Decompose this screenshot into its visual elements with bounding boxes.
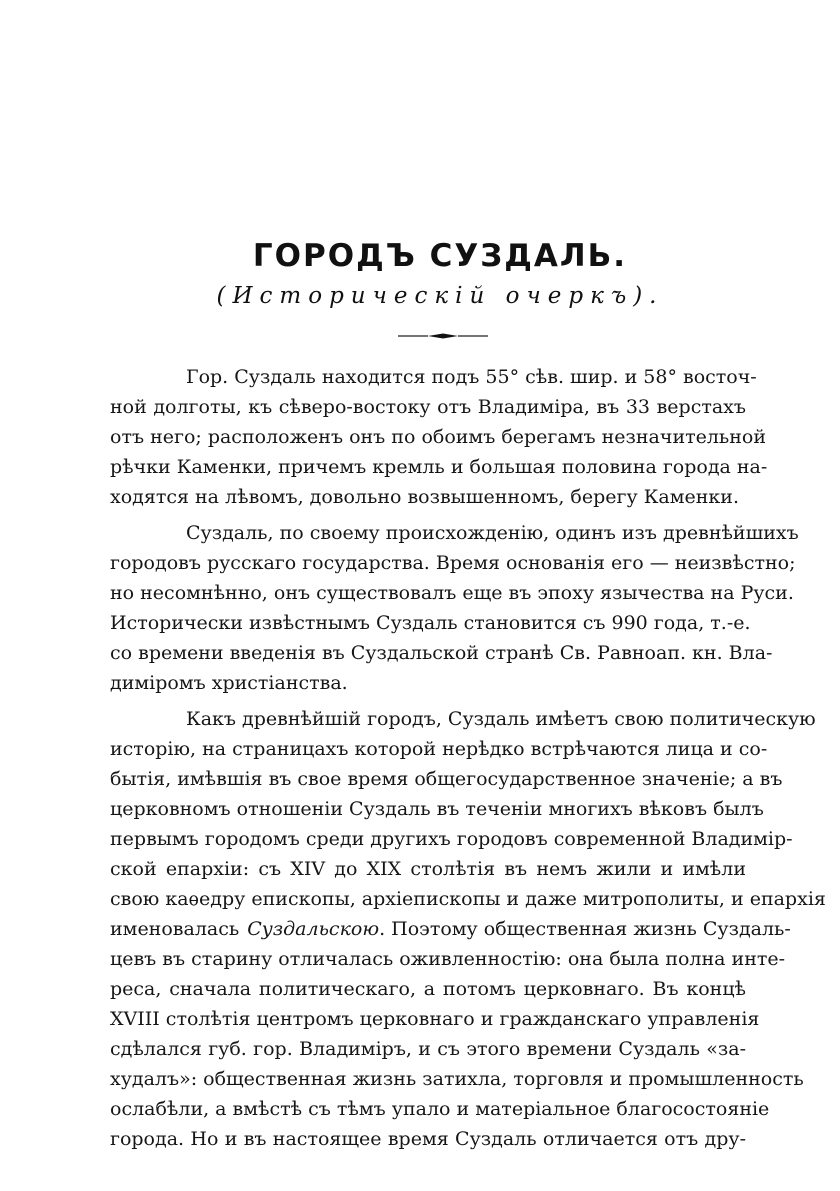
paragraph-3-line-10: реса, сначала политическаго, а потомъ церковнаго. Въ концѣ	[110, 978, 746, 1000]
paragraph-3-line-5: первымъ городомъ среди другихъ городовъ современной Владимір-	[110, 828, 793, 850]
paragraph-1-line-3: отъ него; расположенъ онъ по обоимъ берегамъ незначительной	[110, 426, 767, 448]
paragraph-3-line-11: XVIII столѣтія центромъ церковнаго и гражданскаго управленія	[110, 1008, 760, 1030]
paragraph-1-line-5: ходятся на лѣвомъ, довольно возвышенномъ, берегу Каменки.	[110, 486, 739, 508]
italic-diocese-name: Суздальскою	[247, 918, 380, 940]
page-title: ГОРОДЪ СУЗДАЛЬ.	[252, 238, 628, 274]
paragraph-3-line-8	[110, 918, 791, 940]
page-subtitle: (Историческій очеркъ).	[216, 283, 664, 309]
paragraph-1-line-1: Гор. Суздаль находится подъ 55° сѣв. шир. и 58° восточ-	[186, 366, 757, 388]
paragraph-2-line-1: Суздаль, по своему происхожденію, одинъ изъ древнѣйшихъ	[186, 522, 799, 544]
ornamental-divider	[398, 332, 488, 340]
paragraph-3-line-2: исторію, на страницахъ которой нерѣдко встрѣчаются лица и со-	[110, 738, 768, 760]
paragraph-3-line-7: свою каѳедру епископы, архіепископы и даже митрополиты, и епархія	[110, 888, 826, 910]
paragraph-3-line-14: ослабѣли, а вмѣстѣ съ тѣмъ упало и матеріальное благосостояніе	[110, 1098, 770, 1120]
paragraph-1-line-2: ной долготы, къ сѣверо-востоку отъ Владиміра, въ 33 верстахъ	[110, 396, 746, 418]
line-8-start: именовалась	[110, 918, 240, 940]
paragraph-1-line-4: рѣчки Каменки, причемъ кремль и большая половина города на-	[110, 456, 768, 478]
paragraph-3-line-15: города. Но и въ настоящее время Суздаль отличается отъ дру-	[110, 1128, 746, 1150]
paragraph-3-line-3: бытія, имѣвшія въ свое время общегосударственное значеніе; а въ	[110, 768, 783, 790]
paragraph-2-line-3: но несомнѣнно, онъ существовалъ еще въ эпоху язычества на Руси.	[110, 582, 794, 604]
line-8-end: . Поэтому общественная жизнь Суздаль-	[379, 918, 791, 940]
paragraph-3-line-1: Какъ древнѣйшій городъ, Суздаль имѣетъ свою политическую	[186, 708, 816, 730]
paragraph-3-line-4: церковномъ отношеніи Суздаль въ теченіи многихъ вѣковъ былъ	[110, 798, 764, 820]
paragraph-2-line-6: диміромъ христіанства.	[110, 672, 348, 694]
paragraph-3-line-6: ской епархіи: съ XIV до XIX столѣтія въ немъ жили и имѣли	[110, 858, 746, 880]
paragraph-3-line-12: сдѣлался губ. гор. Владиміръ, и съ этого времени Суздаль «за-	[110, 1038, 746, 1060]
paragraph-2-line-4: Исторически извѣстнымъ Суздаль становится съ 990 года, т.-е.	[110, 612, 751, 634]
paragraph-3-line-13: худалъ»: общественная жизнь затихла, торговля и промышленность	[110, 1068, 804, 1090]
paragraph-2-line-2: городовъ русскаго государства. Время основанія его — неизвѣстно;	[110, 552, 796, 574]
paragraph-2-line-5: со времени введенія въ Суздальской странѣ Св. Равноап. кн. Вла-	[110, 642, 773, 664]
paragraph-3-line-9: цевъ въ старину отличалась оживленностію: она была полна инте-	[110, 948, 786, 970]
